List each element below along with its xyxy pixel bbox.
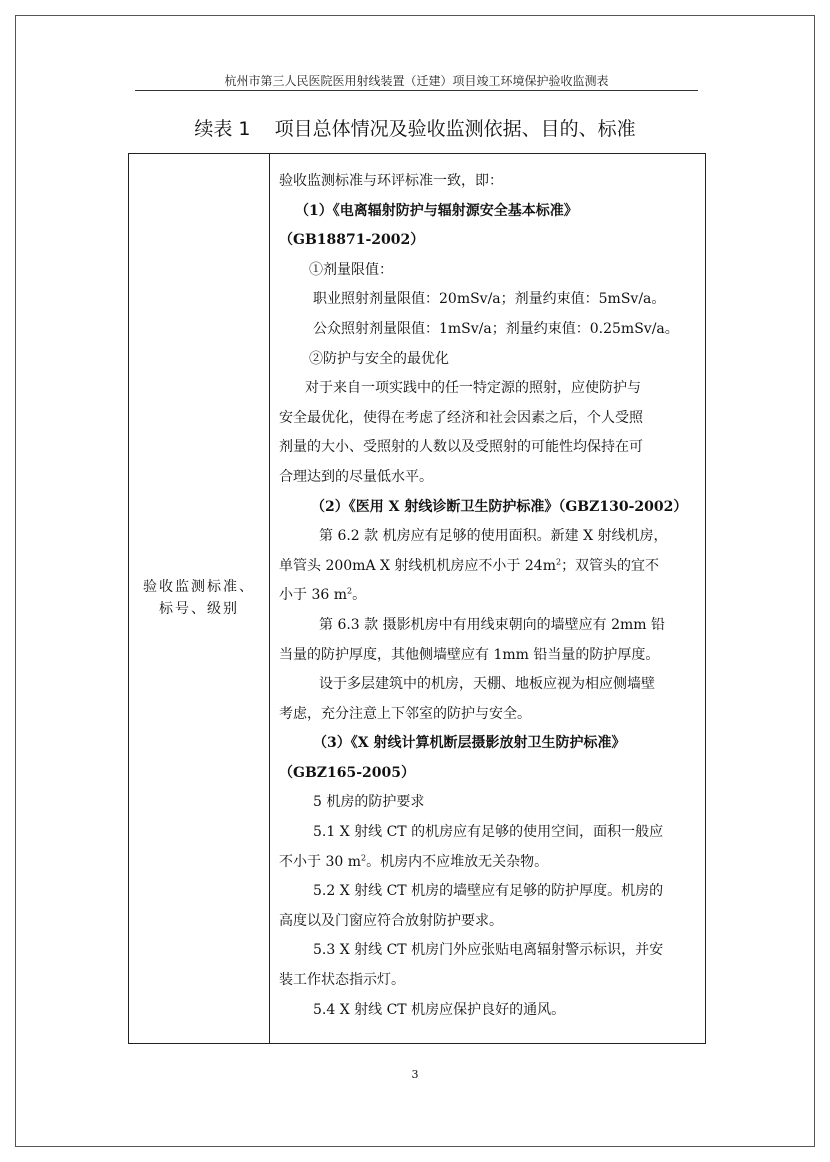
text-line: 5.3 X 射线 CT 机房门外应张贴电离辐射警示标识，并安 <box>313 942 664 959</box>
text-line-intro: 验收监测标准与环评标准一致，即： <box>279 173 503 189</box>
superscript: 2 <box>361 853 367 862</box>
text-line: 5.2 X 射线 CT 机房的墙壁应有足够的防护厚度。机房的 <box>313 883 664 900</box>
text-line: 高度以及门窗应符合放射防护要求。 <box>279 912 503 929</box>
text-segment: 。机房内不应堆放无关杂物。 <box>366 853 549 870</box>
row-label-cell <box>129 576 269 620</box>
text-line: 第 6.2 款 机房应有足够的使用面积。新建 X 射线机房， <box>319 528 668 545</box>
text-segment: 。 <box>352 587 367 604</box>
text-line: 5.1 X 射线 CT 的机房应有足够的使用空间，面积一般应 <box>313 824 664 841</box>
standards-table <box>128 153 706 1044</box>
superscript: 2 <box>347 586 353 596</box>
running-header: 杭州市第三人民医院医用射线装置（迁建）项目竣工环境保护验收监测表 <box>224 74 609 88</box>
text-line <box>279 552 699 582</box>
standard-heading-2: （2）《医用 X 射线诊断卫生防护标准》（GBZ130-2002） <box>311 498 688 515</box>
table-title: 续表 1 项目总体情况及验收监测依据、目的、标准 <box>194 118 636 140</box>
text-line: 职业照射剂量限值：20mSv/a；剂量约束值：5mSv/a。 <box>313 291 666 308</box>
row-label-line-2: 标号、级别 <box>159 601 239 617</box>
text-line: ②防护与安全的最优化 <box>309 350 449 367</box>
text-line: 设于多层建筑中的机房，天棚、地板应视为相应侧墙壁 <box>319 676 655 693</box>
text-line: 当量的防护厚度，其他侧墙壁应有 1mm 铅当量的防护厚度。 <box>279 646 660 663</box>
text-line: 安全最优化，使得在考虑了经济和社会因素之后，个人受照 <box>279 409 643 426</box>
standards-content-cell <box>279 167 699 1025</box>
text-segment: ；双管头的宜不 <box>561 557 660 574</box>
text-segment: 单管头 200mA X 射线机机房应不小于 24m <box>279 557 556 574</box>
column-divider <box>269 154 270 1043</box>
text-segment: 小于 36 m <box>279 587 347 604</box>
superscript: 2 <box>555 557 562 567</box>
text-segment: 不小于 30 m <box>279 853 361 870</box>
standard-heading-3: （3）《X 射线计算机断层摄影放射卫生防护标准》 <box>313 735 626 752</box>
text-line <box>279 848 699 878</box>
text-line: ①剂量限值： <box>309 261 393 278</box>
page-number: 3 <box>411 1068 419 1081</box>
text-line: 剂量的大小、受照射的人数以及受照射的可能性均保持在可 <box>279 439 643 456</box>
standard-heading-1: （1）《电离辐射防护与辐射源安全基本标准》 <box>295 202 578 219</box>
text-line: 第 6.3 款 摄影机房中有用线束朝向的墙壁应有 2mm 铅 <box>319 616 665 633</box>
text-line: 装工作状态指示灯。 <box>279 972 405 989</box>
text-line: 合理达到的尽量低水平。 <box>279 468 433 485</box>
row-label-line-1: 验收监测标准、 <box>143 579 255 595</box>
text-line <box>279 581 699 611</box>
text-line: 考虑，充分注意上下邻室的防护与安全。 <box>279 705 531 722</box>
header-rule <box>135 90 698 91</box>
text-line: 5 机房的防护要求 <box>313 794 425 811</box>
text-line: 公众照射剂量限值：1mSv/a；剂量约束值：0.25mSv/a。 <box>313 320 679 337</box>
text-line: 对于来自一项实践中的任一特定源的照射，应使防护与 <box>305 380 641 397</box>
standard-code-3: （GBZ165-2005） <box>279 764 416 781</box>
standard-code-1: （GB18871-2002） <box>279 232 425 249</box>
text-line: 5.4 X 射线 CT 机房应保护良好的通风。 <box>313 1001 566 1018</box>
